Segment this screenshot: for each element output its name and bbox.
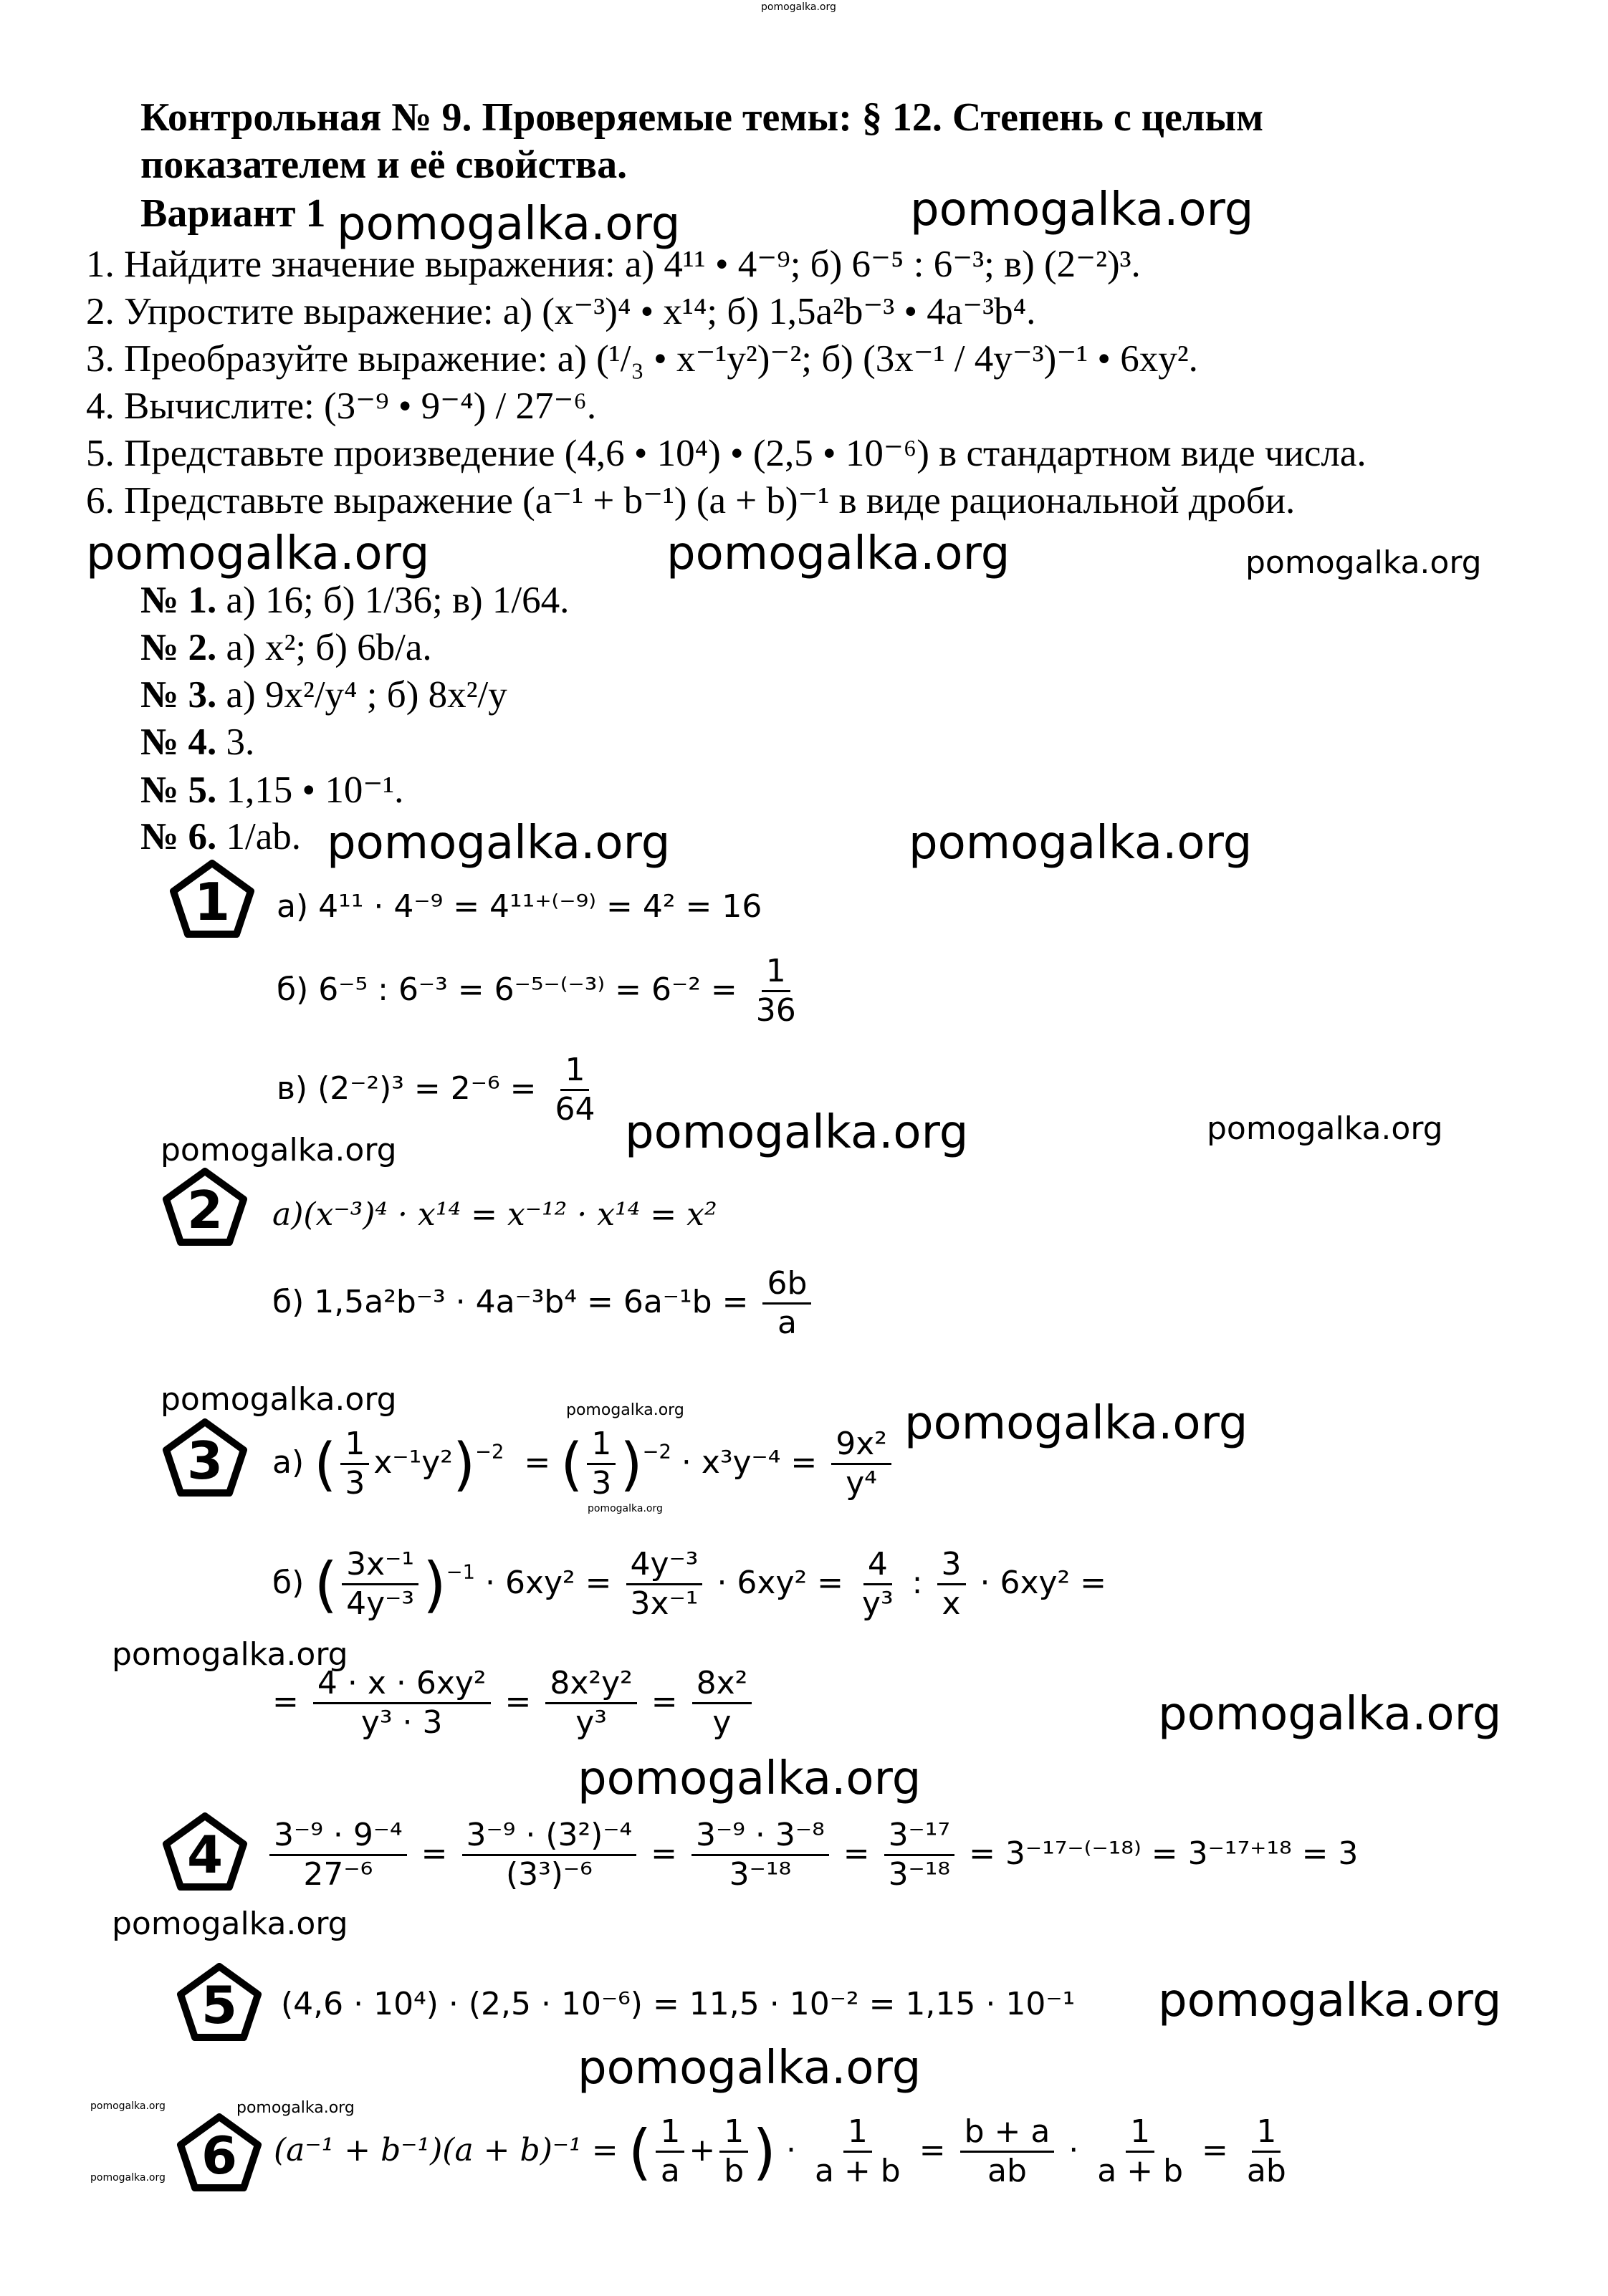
watermark: pomogalka.org <box>1158 1974 1502 2027</box>
task-5: 5. Представьте произведение (4,6 • 10⁴) • (2,5 • 10⁻⁶) в стандартном виде числа. <box>86 433 1367 474</box>
solution-1c: в) (2⁻²)³ = 2⁻⁶ = $\frac{1}{64}$ <box>277 1052 595 1128</box>
answer-2: № 2. а) x²; б) 6b/a. <box>140 627 432 668</box>
watermark: pomogalka.org <box>161 1132 397 1168</box>
watermark: pomogalka.org <box>566 1401 684 1419</box>
pentagon-badge-4: 4 <box>162 1812 248 1891</box>
watermark: pomogalka.org <box>910 183 1254 236</box>
task-3: 3. Преобразуйте выражение: а) (¹/₃ • x⁻¹y²)⁻²; б) (3x⁻¹ / 4y⁻³)⁻¹ • 6xy². <box>86 338 1198 380</box>
watermark: pomogalka.org <box>588 1503 663 1514</box>
watermark-top: pomogalka.org <box>761 1 836 13</box>
solution-2b: б) 1,5a²b⁻³ · 4a⁻³b⁴ = 6a⁻¹b = $\frac{6b}{a}$ <box>272 1267 815 1341</box>
watermark: pomogalka.org <box>86 527 430 580</box>
variant-title: Вариант 1 <box>140 191 326 236</box>
watermark: pomogalka.org <box>909 817 1253 870</box>
task-2: 2. Упростите выражение: а) (x⁻³)⁴ • x¹⁴; б) 1,5a²b⁻³ • 4a⁻³b⁴. <box>86 291 1036 332</box>
watermark: pomogalka.org <box>666 527 1010 580</box>
pentagon-badge-6: 6 <box>176 2113 262 2192</box>
answer-4: № 4. 3. <box>140 721 255 763</box>
watermark: pomogalka.org <box>90 2100 166 2112</box>
task-6: 6. Представьте выражение (a⁻¹ + b⁻¹) (a + b)⁻¹ в виде рациональной дроби. <box>86 480 1296 522</box>
watermark: pomogalka.org <box>578 2042 922 2095</box>
heading-line2: показателем и её свойства. <box>140 143 628 187</box>
heading-line1: Контрольная № 9. Проверяемые темы: § 12. Степень с целым <box>140 95 1264 140</box>
watermark: pomogalka.org <box>904 1397 1248 1450</box>
watermark: pomogalka.org <box>1158 1688 1502 1741</box>
watermark: pomogalka.org <box>112 1906 348 1942</box>
pentagon-badge-3: 3 <box>162 1418 248 1497</box>
watermark: pomogalka.org <box>337 198 681 251</box>
solution-5: (4,6 · 10⁴) · (2,5 · 10⁻⁶) = 11,5 · 10⁻² = 1,15 · 10⁻¹ <box>281 1986 1076 2022</box>
watermark: pomogalka.org <box>112 1636 348 1673</box>
solution-3c: = $\frac{\text{4 · x · 6xy²}}{\text{y³ · 3}}$ = $\frac{\text{8x²y²}}{\text{y³}}$ = $\frac{\text{8x²}}{y}$ <box>272 1666 756 1741</box>
solution-3a: а) ( $\frac{1}{3}$ x⁻¹y²)$^{-2}$ = ( $\frac{1}{3}$ )$^{-2}$ · x³y⁻⁴ = $\frac{\text{9x²}}{\text{y⁴}}$ <box>272 1427 896 1502</box>
pentagon-badge-2: 2 <box>162 1168 248 1247</box>
pentagon-badge-5: 5 <box>176 1963 262 2042</box>
answer-5: № 5. 1,15 • 10⁻¹. <box>140 769 404 811</box>
watermark: pomogalka.org <box>161 1381 397 1418</box>
task-4: 4. Вычислите: (3⁻⁹ • 9⁻⁴) / 27⁻⁶. <box>86 385 597 427</box>
answer-6: № 6. 1/ab. <box>140 816 302 858</box>
task-1: 1. Найдите значение выражения: а) 4¹¹ • 4⁻⁹; б) 6⁻⁵ : 6⁻³; в) (2⁻²)³. <box>86 244 1141 285</box>
solution-1b: б) 6⁻⁵ : 6⁻³ = 6⁻⁵⁻⁽⁻³⁾ = 6⁻² = $\frac{1}{36}$ <box>277 953 796 1029</box>
watermark: pomogalka.org <box>1245 544 1482 581</box>
solution-1a: а) 4¹¹ · 4⁻⁹ = 4¹¹⁺⁽⁻⁹⁾ = 4² = 16 <box>277 888 762 925</box>
solution-2a: а)(x⁻³)⁴ · x¹⁴ = x⁻¹² · x¹⁴ = x² <box>272 1196 717 1233</box>
pentagon-badge-1: 1 <box>169 860 255 938</box>
watermark: pomogalka.org <box>578 1752 922 1805</box>
answer-1: № 1. а) 16; б) 1/36; в) 1/64. <box>140 580 570 621</box>
watermark: pomogalka.org <box>236 2099 355 2117</box>
watermark: pomogalka.org <box>327 817 671 870</box>
watermark: pomogalka.org <box>1207 1110 1443 1147</box>
watermark: pomogalka.org <box>90 2172 166 2184</box>
watermark: pomogalka.org <box>625 1106 969 1159</box>
solution-6: (a⁻¹ + b⁻¹)(a + b)⁻¹ = ( $\frac{1}{a}$ + $\frac{1}{b}$ ) · $\frac{1}{a + b}$ = $\frac{b + a}{ab}$ · $\frac{1}{a + b}$ = $\frac{1}{ab}$ <box>274 2113 1286 2190</box>
solution-4: $\frac{\text{3⁻⁹ · 9⁻⁴}}{\text{27⁻⁶}}$ = $\frac{\text{3⁻⁹ · (3²)⁻⁴}}{\text{(3³)⁻⁶}}$ = $\frac{\text{3⁻⁹ · 3⁻⁸}}{\text{3⁻¹⁸}}$ = $\frac{\text{3⁻¹⁷}}{\text{3⁻¹⁸}}$ = 3⁻¹⁷⁻⁽⁻¹⁸⁾ = 3⁻¹⁷⁺¹⁸ = 3 <box>265 1818 1358 1893</box>
answer-3: № 3. а) 9x²/y⁴ ; б) 8x²/y <box>140 674 507 716</box>
solution-3b: б) ( $\frac{\text{3x⁻¹}}{\text{4y⁻³}}$ )$^{-1}$ · 6xy² = $\frac{\text{4y⁻³}}{\text{3x⁻¹}}$ · 6xy² = $\frac{4}{\text{y³}}$ : $\frac{3}{x}$ · 6xy² = <box>272 1546 1107 1623</box>
